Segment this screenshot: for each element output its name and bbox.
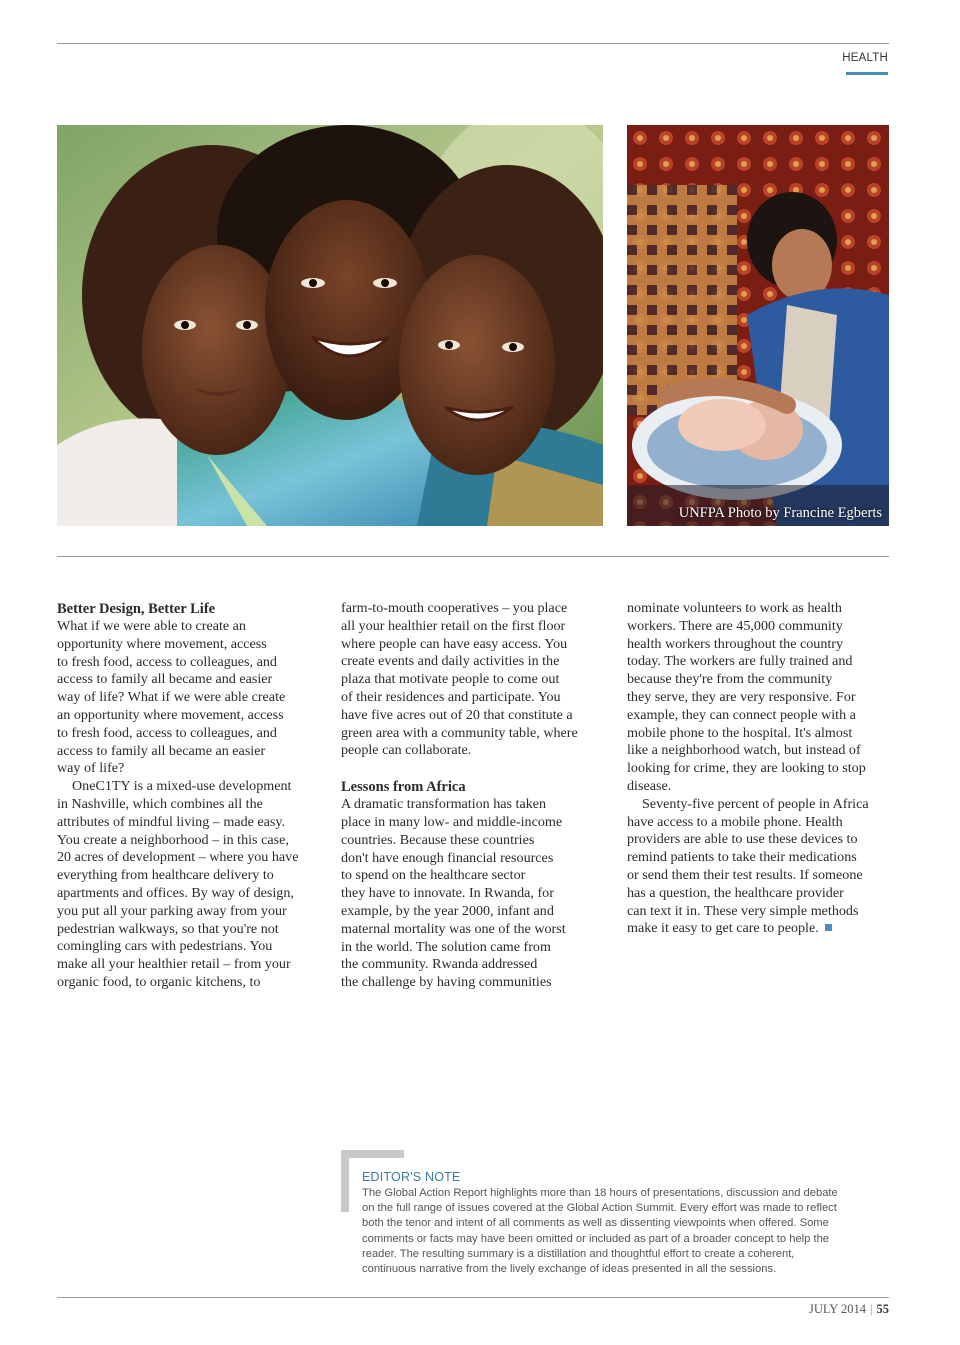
footer-rule [57, 1297, 889, 1298]
paragraph: OneC1TY is a mixed-use development in Nashville, which combines all the attributes of mindful living – made easy. You create a neighborhood – in this case, 20 acres of development – where you have everything from healthcare delivery to apartments and offices. By way of design, you put all your parking away from your pedestrian walkways, so that you're not comingling cars with pedestrians. You make all your healthier retail – from your organic food, to organic kitchens, to [57, 778, 299, 990]
paragraph: A dramatic transformation has taken place in many low- and middle-income countries. Because these countries don't have enough financial resources to spend on the healthcare sector they have to innovate. In Rwanda, for example, by the year 2000, infant and maternal mortality was one of the worst in the world. The solution came from the community. Rwanda addressed the challenge by having communities [341, 796, 566, 991]
editors-note [362, 1170, 882, 1277]
article-column-1 [57, 600, 319, 992]
paragraph-final [627, 796, 889, 938]
paragraph: nominate volunteers to work as health workers. There are 45,000 community health workers throughout the country today. The workers are fully trained and because they're from the community they serve, they are very responsive. For example, they can connect people with a mobile phone to the hospital. It's almost like a neighborhood watch, but instead of looking for crime, they are looking to stop disease. [627, 600, 866, 794]
top-rule [57, 43, 889, 44]
section-underline [846, 72, 888, 75]
note-bracket [341, 1150, 349, 1212]
editors-note-body: The Global Action Report highlights more than 18 hours of presentations, discussion and debate on the full range of issues covered at the Global Action Summit. Every effort was made to reflect both the tenor and intent of all comments as well as dissenting viewpoints when offered. Some comments or facts may have been omitted or included as part of a broader concept to help the reader. The resulting summary is a distillation and thoughtful effort to create a coherent, continuous narrative from the lively exchange of ideas presented in all the sessions. [362, 1187, 838, 1276]
page-number: 55 [876, 1302, 889, 1316]
paragraph: farm-to-mouth cooperatives – you place all your healthier retail on the first floor where people can have easy access. You create events and daily activities in the plaza that motivate people to come out of their residences and participate. You have five acres out of 20 that constitute a green area with a community table, where people can collaborate. [341, 600, 578, 759]
article-column-3 [627, 600, 889, 938]
heading-better-design: Better Design, Better Life [57, 601, 216, 617]
photo-three-women [57, 125, 603, 526]
photo-health-worker-newborn [627, 125, 889, 526]
page-footer [809, 1302, 889, 1317]
heading-lessons-from-africa: Lessons from Africa [341, 779, 466, 796]
end-of-article-mark [825, 924, 832, 931]
article-column-2 [341, 600, 603, 992]
note-bracket [341, 1150, 404, 1158]
paragraph: What if we were able to create an opportunity where movement, access to fresh food, access to colleagues, and access to family all became and easier way of life? What if we were able create an opportunity where movement, access to fresh food, access to colleagues, and access to family all became an easier way of life? [57, 618, 286, 777]
editors-note-title: EDITOR'S NOTE [362, 1170, 461, 1184]
footer-separator: | [869, 1302, 873, 1316]
issue-date: JULY 2014 [809, 1302, 866, 1316]
photo-divider [57, 556, 889, 557]
paragraph-text: Seventy-five percent of people in Africa have access to a mobile phone. Health providers are able to use these devices to remind patients to take their medications or send them their test results. If someone has a question, the healthcare provider can text it in. These very simple methods make it easy to get care to people. [627, 795, 869, 937]
photo-credit: UNFPA Photo by Francine Egberts [678, 505, 882, 521]
section-label: HEALTH [842, 52, 888, 64]
